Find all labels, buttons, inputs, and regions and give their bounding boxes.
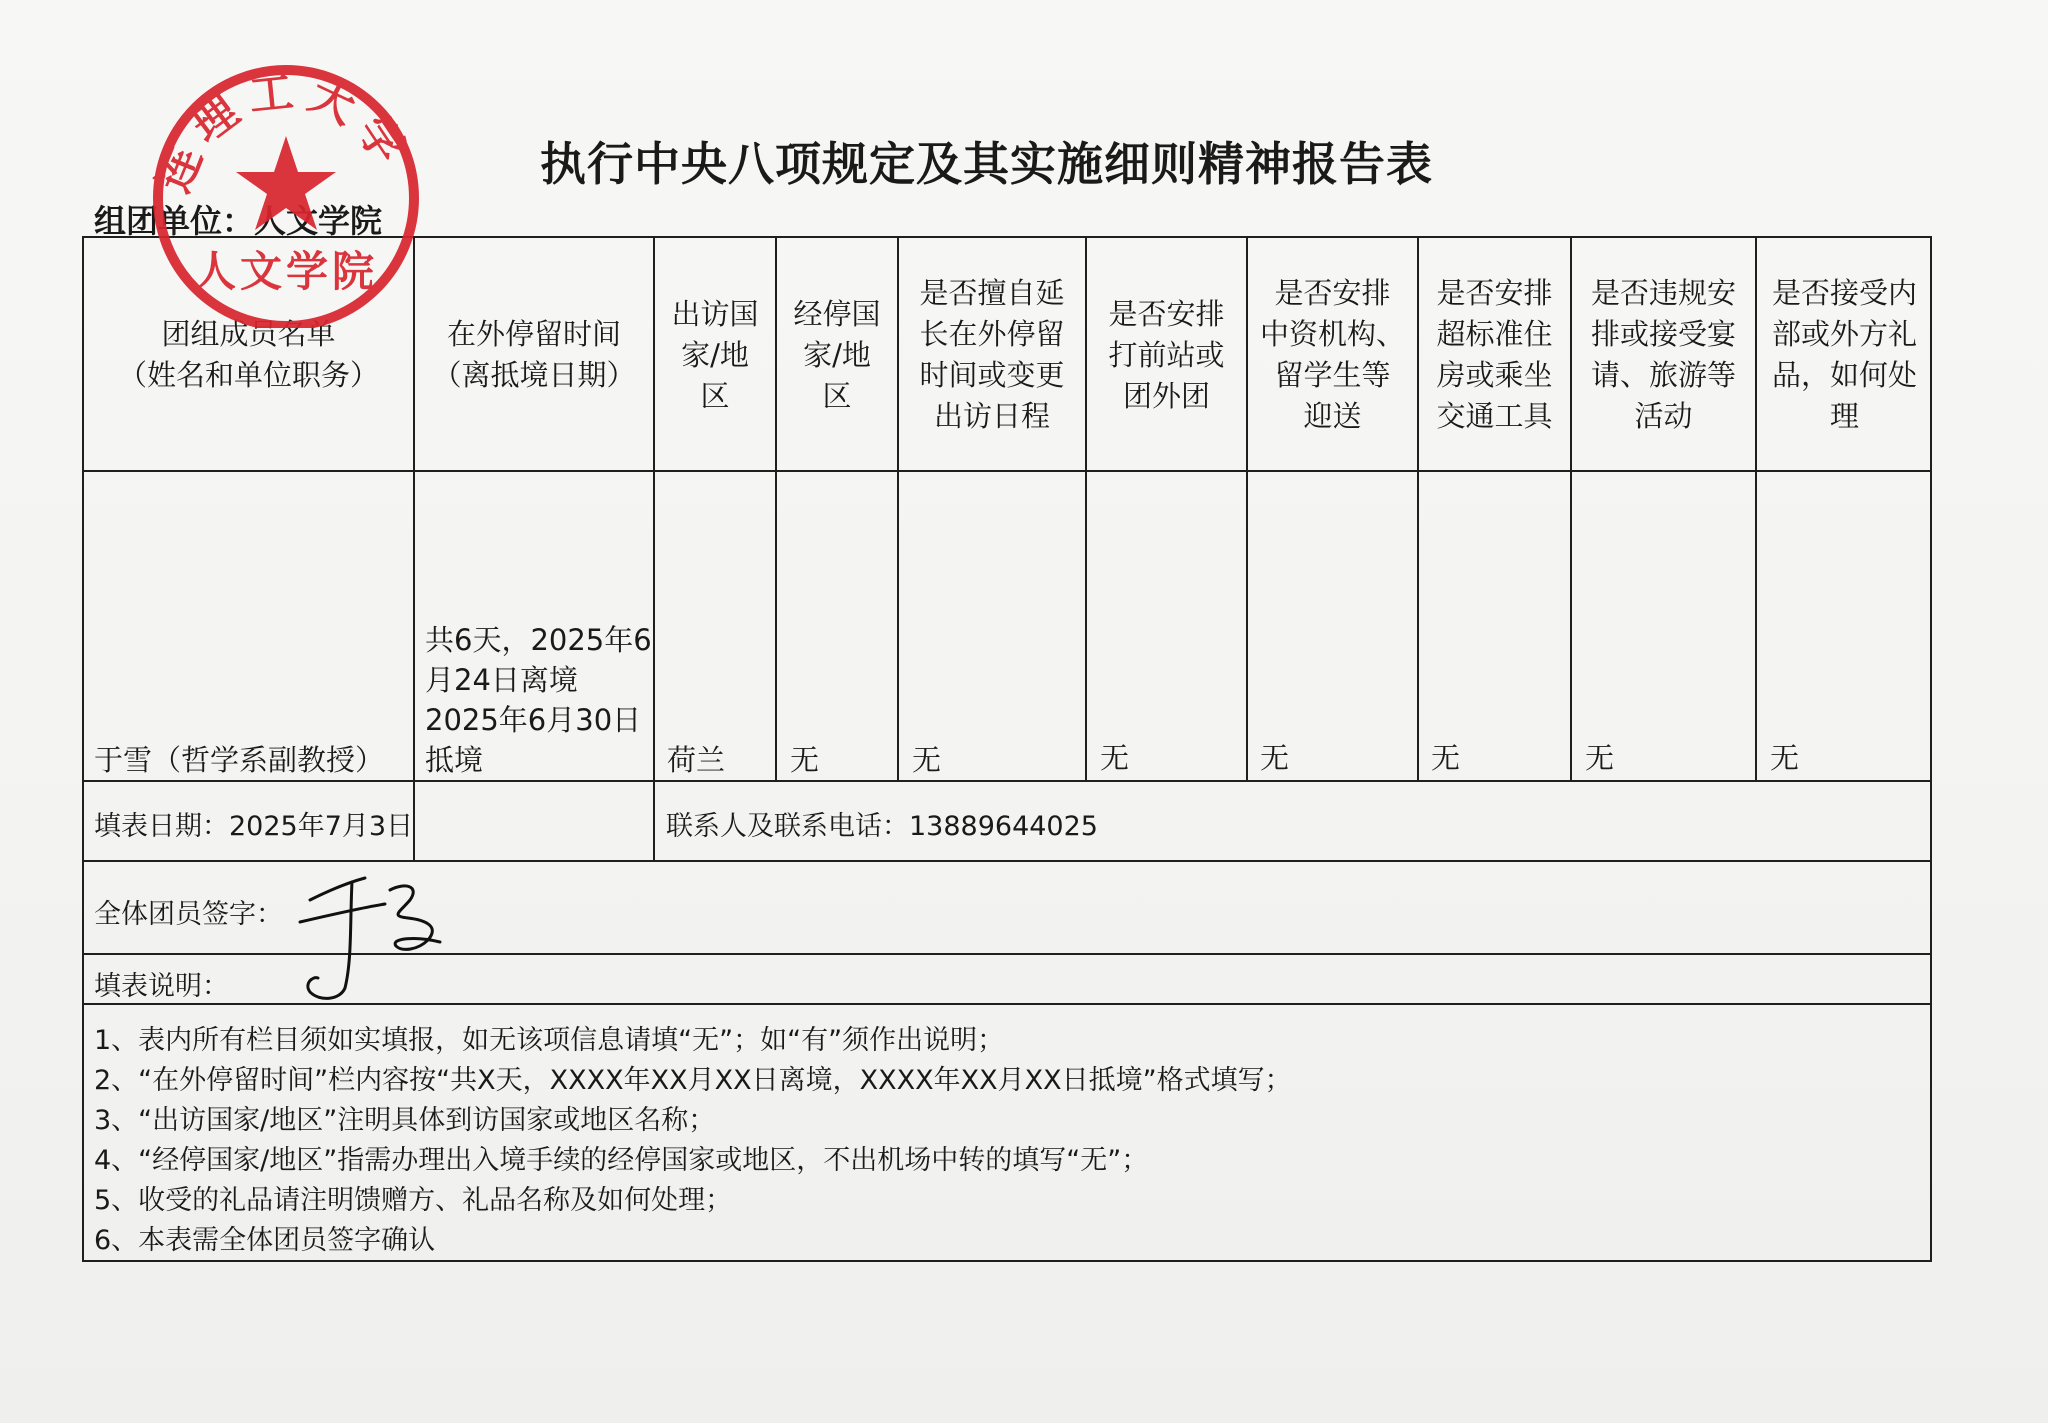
advance-team-cell: 无 <box>1100 741 1130 775</box>
stay-time-cell: 共6天，2025年6 月24日离境 2025年6月30日 抵境 <box>425 623 652 777</box>
banquet-cell: 无 <box>1585 741 1615 775</box>
header-visit-country: 出访国 家/地 区 <box>671 296 759 413</box>
organizing-unit: 组团单位：人文学院 <box>94 202 383 240</box>
header-transit-country: 经停国 家/地 区 <box>793 296 881 413</box>
header-advance-team: 是否安排 打前站或 团外团 <box>1108 296 1225 413</box>
seal-star <box>236 136 336 230</box>
header-extend-stay: 是否擅自延 长在外停留 时间或变更 出访日程 <box>919 276 1065 433</box>
visit-country-cell: 荷兰 <box>667 743 726 777</box>
seal-top-text: 连理工大学 <box>148 65 420 200</box>
header-welcome-send: 是否安排 中资机构、 留学生等 迎送 <box>1259 276 1405 433</box>
seal-bottom-text: 人文学院 <box>193 247 379 296</box>
transit-country-cell: 无 <box>790 743 820 777</box>
official-seal-icon <box>136 58 436 328</box>
header-overstandard: 是否安排 超标准住 房或乘坐 交通工具 <box>1436 276 1553 433</box>
note-line: 4、“经停国家/地区”指需办理出入境手续的经停国家或地区，不出机场中转的填写“无”； <box>94 1145 1149 1176</box>
note-line: 3、“出访国家/地区”注明具体到访国家或地区名称； <box>94 1105 716 1136</box>
fill-date: 填表日期：2025年7月3日 <box>94 811 414 842</box>
header-gift: 是否接受内 部或外方礼 品，如何处 理 <box>1771 276 1917 433</box>
note-line: 6、本表需全体团员签字确认 <box>94 1225 436 1256</box>
signature-label: 全体团员签字： <box>94 899 283 930</box>
notes-label: 填表说明： <box>94 971 229 1002</box>
extend-stay-cell: 无 <box>912 743 942 777</box>
header-stay-time: 在外停留时间 （离抵境日期） <box>432 317 636 392</box>
data-row-bottom-line <box>82 780 1932 782</box>
header-banquet: 是否违规安 排或接受宴 请、旅游等 活动 <box>1590 276 1736 433</box>
gift-cell: 无 <box>1770 741 1800 775</box>
member-name-cell: 于雪（哲学系副教授） <box>94 743 385 777</box>
handwritten-signature-icon <box>290 860 470 1010</box>
note-line: 2、“在外停留时间”栏内容按“共X天，XXXX年XX月XX日离境，XXXX年XX月XX日抵境”格式填写； <box>94 1065 1292 1096</box>
note-line: 1、表内所有栏目须如实填报，如无该项信息请填“无”；如“有”须作出说明； <box>94 1025 1005 1056</box>
overstandard-cell: 无 <box>1431 741 1461 775</box>
welcome-send-cell: 无 <box>1260 741 1290 775</box>
header-members: 团组成员名单 （姓名和单位职务） <box>117 317 379 392</box>
contact-info: 联系人及联系电话：13889644025 <box>666 811 1098 842</box>
note-line: 5、收受的礼品请注明馈赠方、礼品名称及如何处理； <box>94 1185 733 1216</box>
document-title: 执行中央八项规定及其实施细则精神报告表 <box>540 137 1433 191</box>
